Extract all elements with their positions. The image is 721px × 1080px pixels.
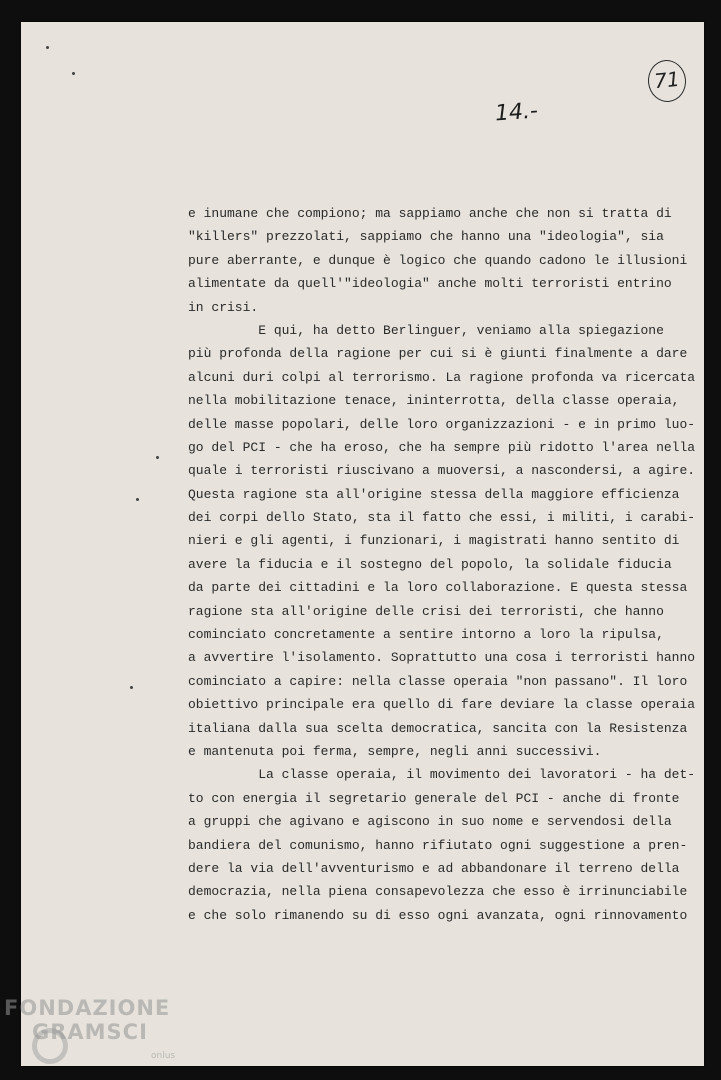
text-line: a avvertire l'isolamento. Soprattutto una cosa i terroristi hanno xyxy=(188,650,696,666)
text-line: in crisi. xyxy=(188,299,259,315)
paper-speck xyxy=(46,46,49,49)
text-line: democrazia, nella piena consapevolezza che esso è irrinunciabile xyxy=(188,884,688,900)
text-line: nella mobilitazione tenace, ininterrotta, della classe operaia, xyxy=(188,393,680,409)
text-line: go del PCI - che ha eroso, che ha sempre più ridotto l'area nella xyxy=(188,439,696,455)
text-line: nieri e gli agenti, i funzionari, i magistrati hanno sentito di xyxy=(188,533,680,549)
text-line: ragione sta all'origine delle crisi dei terroristi, che hanno xyxy=(188,603,664,619)
text-line: cominciato concretamente a sentire intorno a loro la ripulsa, xyxy=(188,627,664,643)
text-line: Questa ragione sta all'origine stessa della maggiore efficienza xyxy=(188,486,680,502)
watermark-line1: FONDAZIONE xyxy=(4,996,171,1020)
text-line: "killers" prezzolati, sappiamo che hanno una "ideologia", sia xyxy=(188,229,664,245)
text-line: pure aberrante, e dunque è logico che quando cadono le illusioni xyxy=(188,252,688,268)
watermark-line2: GRAMSCI xyxy=(32,1020,148,1044)
text-line: e inumane che compiono; ma sappiamo anche che non si tratta di xyxy=(188,206,672,221)
watermark-line3: onlus xyxy=(151,1051,176,1061)
paper-speck xyxy=(130,686,133,689)
text-line: e mantenuta poi ferma, sempre, negli anni successivi. xyxy=(188,743,602,759)
typewritten-body-text xyxy=(188,202,696,927)
fondazione-gramsci-watermark-logo xyxy=(4,996,176,1061)
text-line: a gruppi che agivano e agiscono in suo nome e servendosi della xyxy=(188,814,672,830)
text-line: più profonda della ragione per cui si è giunti finalmente a dare xyxy=(188,346,688,362)
archive-folio-number: 71 xyxy=(646,58,688,104)
text-line: cominciato a capire: nella classe operaia "non passano". Il loro xyxy=(188,673,688,689)
text-line: quale i terroristi riuscivano a muoversi, a nascondersi, a agire. xyxy=(188,463,696,479)
document-page xyxy=(21,22,704,1066)
text-line: delle masse popolari, delle loro organizzazioni - e in primo luo- xyxy=(188,416,696,432)
text-line: La classe operaia, il movimento dei lavoratori - ha det- xyxy=(188,767,696,783)
logo-g-ring-icon xyxy=(32,1028,68,1064)
text-line: to con energia il segretario generale del PCI - anche di fronte xyxy=(188,790,680,806)
paper-speck xyxy=(156,456,159,459)
text-line: da parte dei cittadini e la loro collaborazione. E questa stessa xyxy=(188,580,688,596)
text-line: E qui, ha detto Berlinguer, veniamo alla spiegazione xyxy=(188,322,664,338)
text-line: dere la via dell'avventurismo e ad abbandonare il terreno della xyxy=(188,860,680,876)
text-line: obiettivo principale era quello di fare deviare la classe operaia xyxy=(188,697,696,713)
paper-speck xyxy=(136,498,139,501)
handwritten-page-number: 14.- xyxy=(494,98,539,127)
text-line: alcuni duri colpi al terrorismo. La ragione profonda va ricercata xyxy=(188,369,696,385)
text-line: e che solo rimanendo su di esso ogni avanzata, ogni rinnovamento xyxy=(188,907,688,923)
paper-speck xyxy=(72,72,75,75)
text-line: bandiera del comunismo, hanno rifiutato ogni suggestione a pren- xyxy=(188,837,688,853)
text-line: alimentate da quell'"ideologia" anche molti terroristi entrino xyxy=(188,276,672,292)
text-line: dei corpi dello Stato, sta il fatto che essi, i militi, i carabi- xyxy=(188,510,696,526)
text-line: italiana dalla sua scelta democratica, sancita con la Resistenza xyxy=(188,720,688,736)
text-line: avere la fiducia e il sostegno del popolo, la solidale fiducia xyxy=(188,556,672,572)
